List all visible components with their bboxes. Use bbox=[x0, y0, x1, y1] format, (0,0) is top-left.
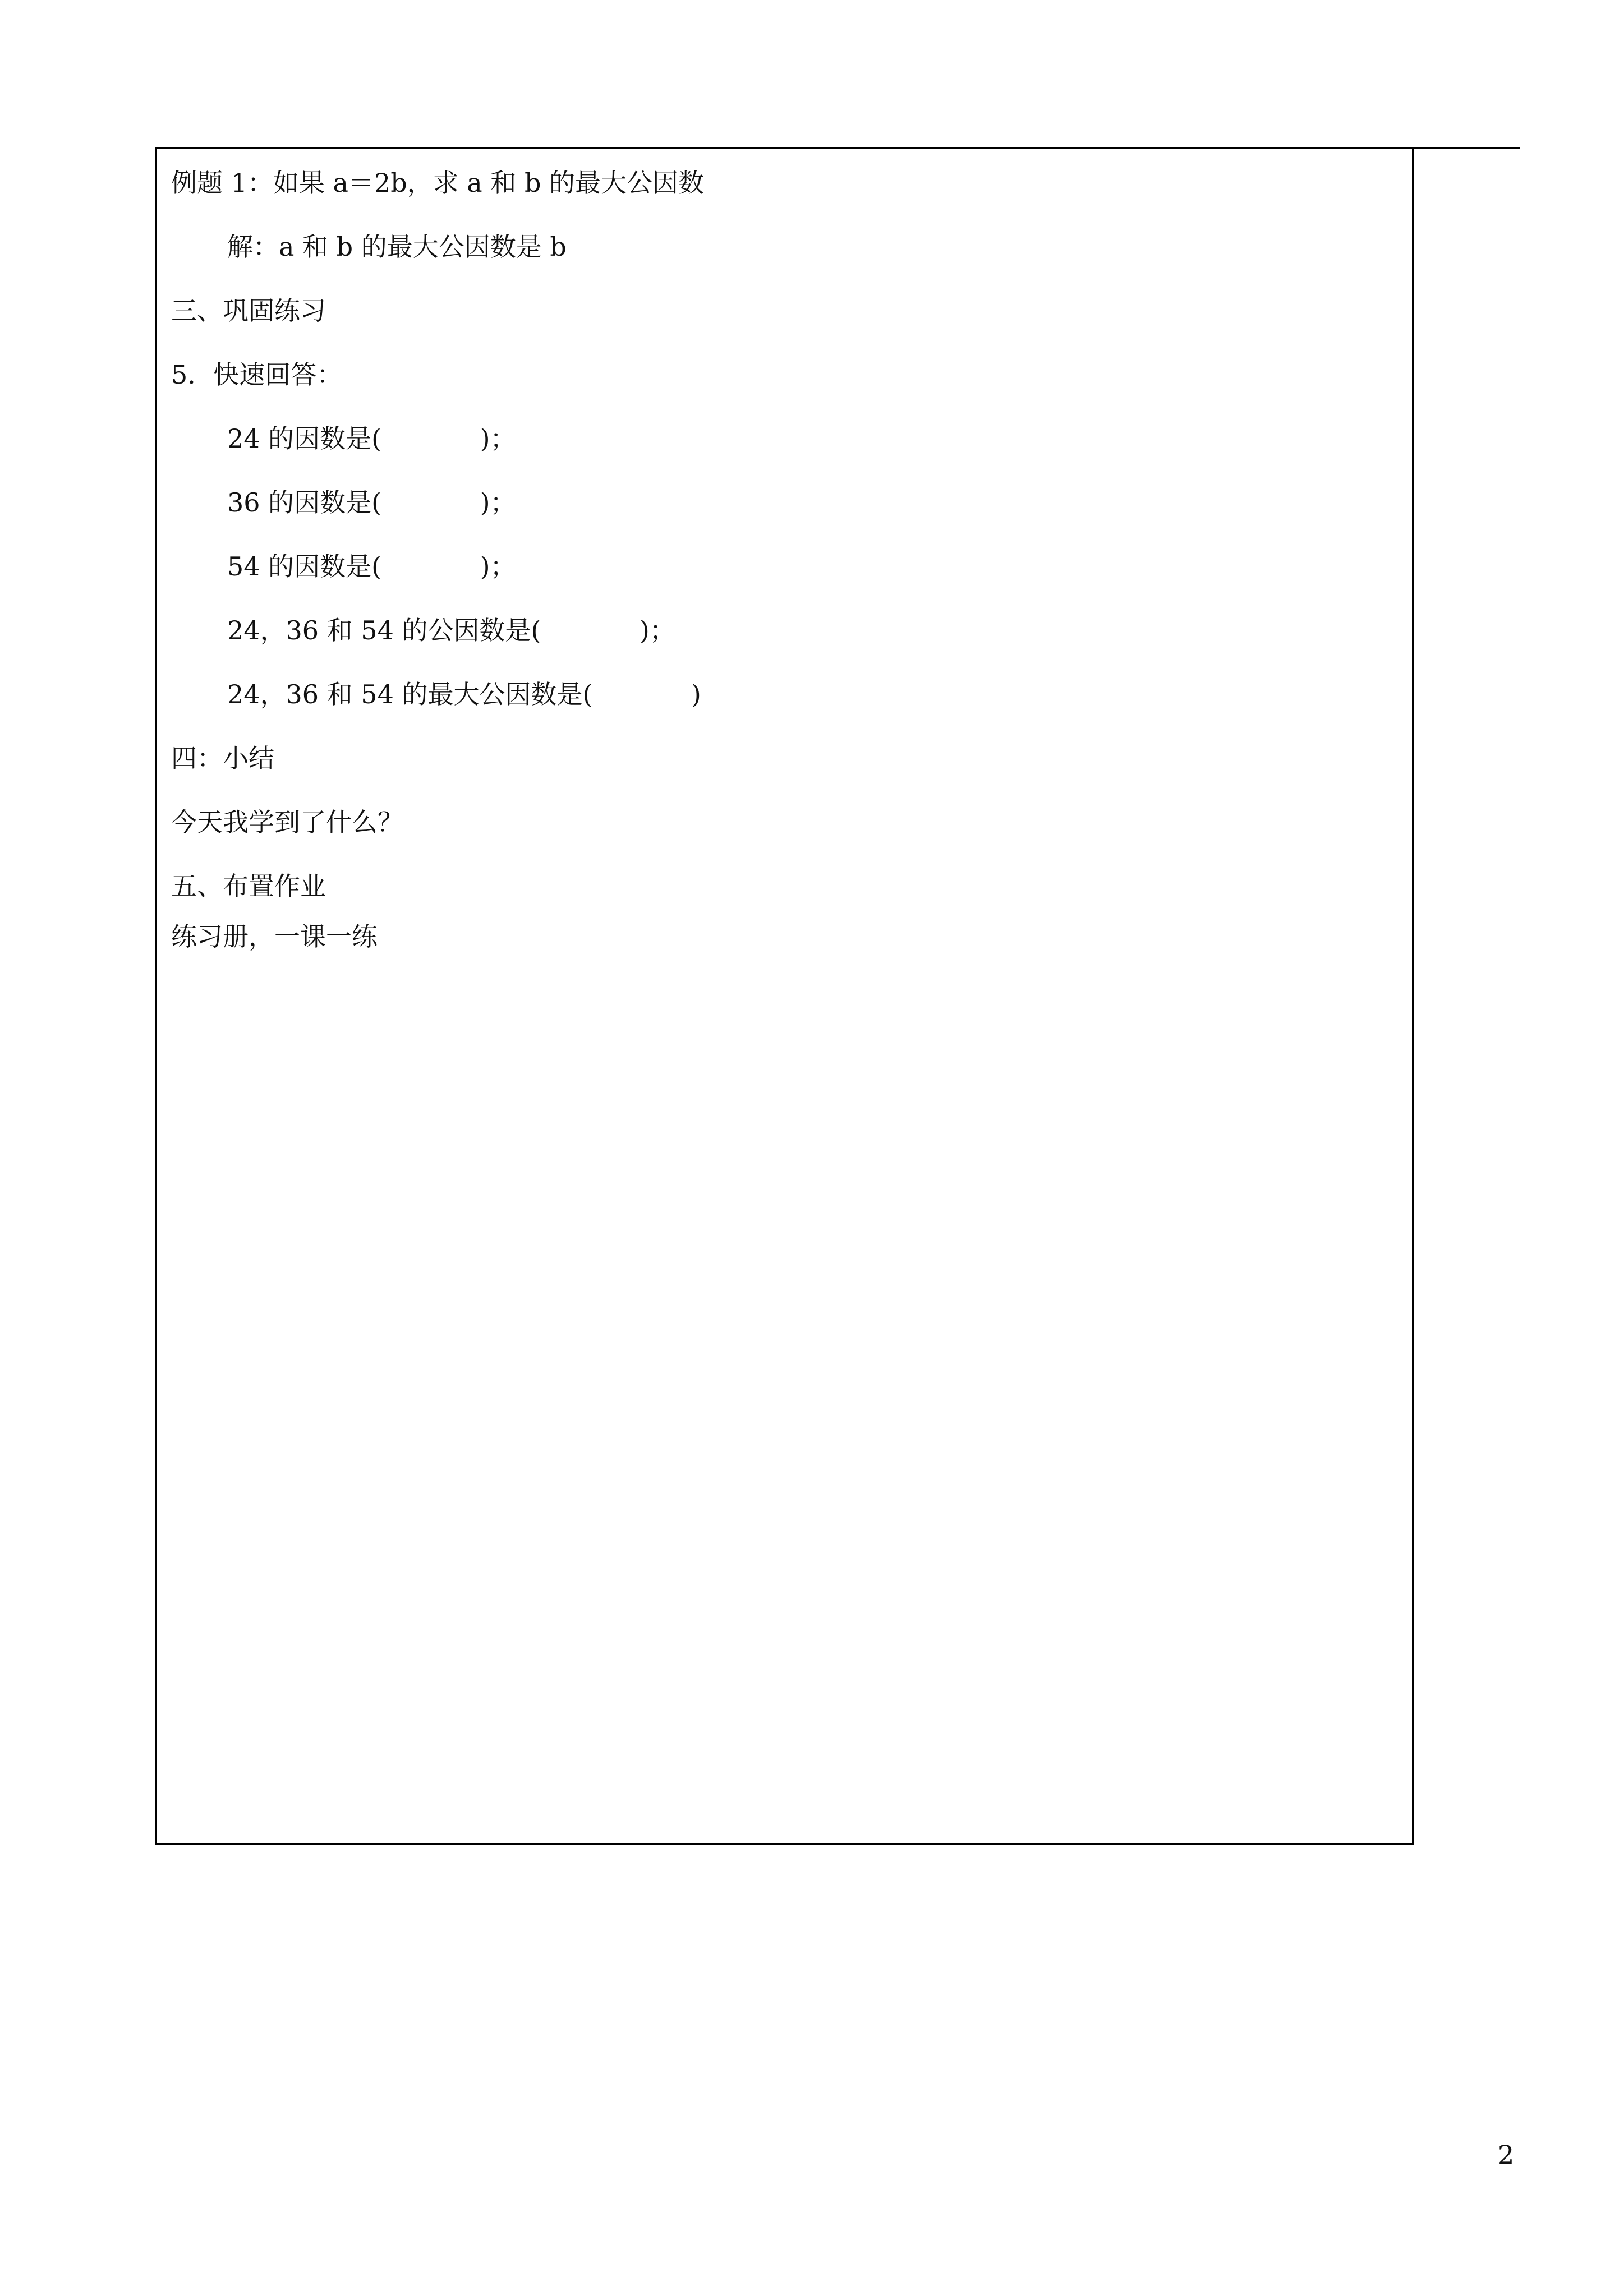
content-frame bbox=[155, 147, 1414, 1845]
example-question: 例题 1：如果 a＝2b，求 a 和 b 的最大公因数 bbox=[171, 168, 705, 198]
header-rule bbox=[1414, 147, 1520, 149]
page-number: 2 bbox=[1498, 2140, 1515, 2170]
factors-24: 24 的因数是( )； bbox=[227, 423, 516, 454]
factors-54: 54 的因数是( )； bbox=[227, 551, 516, 582]
common-factors: 24，36 和 54 的公因数是( )； bbox=[227, 615, 675, 646]
question-5: 5．快速回答： bbox=[171, 359, 343, 390]
section-heading-summary: 四：小结 bbox=[171, 743, 274, 773]
factors-36: 36 的因数是( )； bbox=[227, 487, 516, 518]
greatest-common-factor: 24，36 和 54 的最大公因数是( ) bbox=[227, 679, 701, 709]
section-heading-homework: 五、布置作业 bbox=[171, 871, 326, 901]
section-heading-practice: 三、巩固练习 bbox=[171, 296, 326, 326]
homework-text: 练习册，一课一练 bbox=[171, 921, 378, 952]
example-solution: 解：a 和 b 的最大公因数是 b bbox=[227, 232, 567, 262]
summary-question: 今天我学到了什么？ bbox=[171, 807, 403, 837]
